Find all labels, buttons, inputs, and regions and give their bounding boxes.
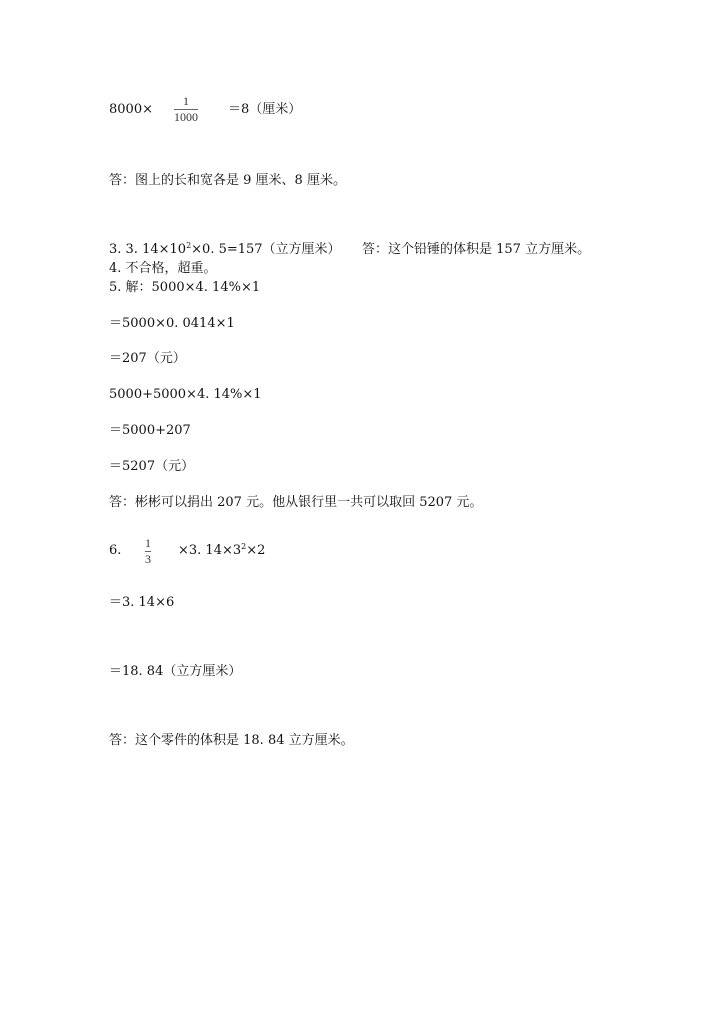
q6-exponent: 2 (241, 542, 247, 551)
q3-exponent: 2 (186, 241, 192, 250)
q6-step: ＝3. 14×6 (109, 595, 175, 610)
q3-expression-end: ×0. 5=157（立方厘米） (191, 242, 341, 257)
q6-answer: 答：这个零件的体积是 18. 84 立方厘米。 (109, 733, 354, 748)
q4-answer: 4. 不合格，超重。 (109, 261, 217, 276)
q6-fraction (145, 537, 151, 566)
q2-expression-result: ＝8（厘米） (228, 102, 302, 117)
q5-line: ＝207（元） (109, 351, 186, 366)
q2-fraction-denominator: 1000 (174, 110, 198, 124)
q5-line: ＝5000+207 (109, 423, 191, 438)
q5-answer: 答：彬彬可以捐出 207 元。他从银行里一共可以取回 5207 元。 (109, 495, 483, 510)
q6-expression-end: ×2 (246, 543, 266, 558)
q6-fraction-denominator: 3 (145, 552, 151, 566)
q6-expression-start: ×3. 14×3 (178, 543, 242, 558)
q5-line: 5. 解：5000×4. 14%×1 (109, 280, 261, 295)
q2-fraction (174, 95, 198, 124)
q3-expression (109, 242, 341, 258)
q5-line: ＝5000×0. 0414×1 (109, 316, 235, 331)
q2-answer: 答：图上的长和宽各是 9 厘米、8 厘米。 (109, 173, 346, 188)
q6-fraction-numerator: 1 (145, 536, 151, 550)
q6-expression (178, 543, 265, 559)
q3-expression-start: 3. 3. 14×10 (109, 242, 187, 257)
q5-line: 5000+5000×4. 14%×1 (109, 387, 262, 402)
q6-step: ＝18. 84（立方厘米） (109, 664, 242, 679)
q6-number: 6. (109, 543, 122, 558)
q3-answer: 答：这个铅锤的体积是 157 立方厘米。 (362, 242, 591, 257)
q5-line: ＝5207（元） (109, 459, 195, 474)
q2-expression-start: 8000× (109, 102, 153, 117)
q2-fraction-numerator: 1 (183, 94, 189, 108)
